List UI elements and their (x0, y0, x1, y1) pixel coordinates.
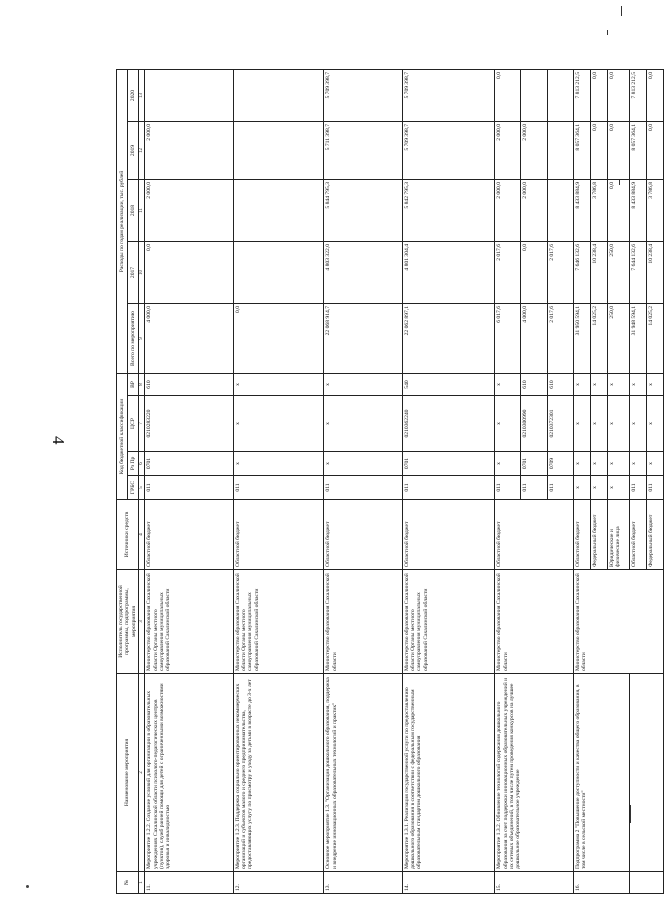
rz-pr-code: х (233, 452, 324, 476)
value-2018: 3 786,8 (590, 180, 607, 242)
vr-code: х (573, 374, 590, 396)
header-no: № (117, 872, 139, 894)
total-value: 2 017,6 (547, 304, 573, 374)
rz-pr-code: 0701 (521, 452, 547, 476)
total-value: 250,0 (607, 304, 629, 374)
csr-code: х (573, 396, 590, 452)
value-2019: 8 057 364,1 (573, 122, 590, 180)
measure-name: Мероприятие 1.3.1. Реализация государственной услуги по предоставлению дошкольного образования в соответствии с федеральным государственным образовательным стандартом дошкольного образования (402, 674, 495, 872)
grbs-code: 011 (521, 476, 547, 500)
value-2017 (233, 242, 324, 304)
value-2019 (547, 122, 573, 180)
index-cell: 5 (138, 476, 145, 500)
page-number: 4 (49, 436, 68, 445)
vr-code: 610 (145, 374, 233, 396)
total-value: 6 017,6 (495, 304, 521, 374)
expense-table (116, 69, 664, 894)
executor: Министерство образования Сахалинской области Органы местного самоуправления муниципальных образований Сахалинской области (402, 570, 495, 674)
grbs-code: 011 (233, 476, 324, 500)
value-2017: 0,0 (145, 242, 233, 304)
value-2017: 7 644 132,6 (630, 242, 647, 304)
vr-code: х (324, 374, 402, 396)
value-2018: 5 844 795,3 (324, 180, 402, 242)
source: Областной бюджет (324, 500, 402, 570)
header-total: Всего по мероприятию (127, 304, 138, 374)
value-2019: 0,0 (607, 122, 629, 180)
table-row (145, 69, 233, 893)
source: Областной бюджет (630, 500, 647, 570)
csr-code: х (233, 396, 324, 452)
value-2020: 0,0 (590, 69, 607, 121)
csr-code: х (647, 396, 664, 452)
row-number: 12. (233, 872, 324, 894)
csr-code: х (495, 396, 521, 452)
index-cell: 9 (138, 304, 145, 374)
value-2020 (521, 69, 547, 121)
scan-mark (607, 30, 608, 35)
rz-pr-code: х (647, 452, 664, 476)
total-value: 4 000,0 (521, 304, 547, 374)
vr-code: х (647, 374, 664, 396)
value-2017: 7 646 132,6 (573, 242, 590, 304)
table-row (573, 69, 590, 893)
measure-name-blank (630, 674, 664, 872)
total-value: 22 062 897,1 (402, 304, 495, 374)
grbs-code: х (573, 476, 590, 500)
measure-name: Мероприятие 1.2.3. Поддержка социально ориентированных некоммерческих организаций и субъектов малого и среднего предпринимательства, предоставляющих услугу по присмотру и уходу за детьми в возрасте до 3-х лет (233, 674, 324, 872)
grbs-code: 011 (324, 476, 402, 500)
index-cell: 10 (138, 242, 145, 304)
value-2019: 2 000,0 (145, 122, 233, 180)
vr-code: х (495, 374, 521, 396)
source: Областной бюджет (573, 500, 590, 570)
grbs-code: х (590, 476, 607, 500)
header-expenses: Расходы по годам реализации, тыс. рублей (117, 69, 128, 373)
value-2018: 3 786,8 (647, 180, 664, 242)
csr-code: 0210283220 (145, 396, 233, 452)
scan-mark (26, 885, 29, 888)
measure-name: Основное мероприятие 1.3. "Организация дошкольного образования, поддержка и внедрение инновационных образовательных технологий и практик" (324, 674, 402, 872)
index-cell: 2 (138, 674, 145, 872)
value-2018: 8 433 884,9 (630, 180, 647, 242)
value-2019: 2 000,0 (495, 122, 521, 180)
csr-code: х (607, 396, 629, 452)
value-2018: 2 000,0 (521, 180, 547, 242)
index-cell: 8 (138, 374, 145, 396)
value-2018 (547, 180, 573, 242)
value-2017: 4 801 304,4 (402, 242, 495, 304)
rz-pr-code: х (590, 452, 607, 476)
header-budget-code: Код бюджетной классификации (117, 374, 128, 500)
header-2017: 2017 (127, 242, 138, 304)
value-2019: 0,0 (590, 122, 607, 180)
executor: Министерство образования Сахалинской области Органы местного самоуправления муниципальных образований Сахалинской области (233, 570, 324, 674)
value-2018: 2 000,0 (495, 180, 521, 242)
row-number: 15. (495, 872, 573, 894)
value-2019: 8 057 364,1 (630, 122, 647, 180)
table-row (324, 69, 402, 893)
row-number: 13. (324, 872, 402, 894)
value-2020 (233, 69, 324, 121)
index-row (138, 69, 145, 893)
grbs-code: х (607, 476, 629, 500)
total-value: 22 068 914,7 (324, 304, 402, 374)
source: Областной бюджет (495, 500, 573, 570)
value-2019 (233, 122, 324, 180)
value-2019: 2 000,0 (521, 122, 547, 180)
header-source: Источники средств (117, 500, 139, 570)
value-2020: 0,0 (607, 69, 629, 121)
grbs-code: 011 (547, 476, 573, 500)
value-2020: 5 709 398,7 (324, 69, 402, 121)
value-2020: 0,0 (495, 69, 521, 121)
executor: Министерство образования Сахалинской области (324, 570, 402, 674)
vr-code: х (590, 374, 607, 396)
vr-code: х (607, 374, 629, 396)
index-cell: 12 (138, 122, 145, 180)
value-2020: 7 813 212,5 (630, 69, 647, 121)
source: Юридические и физические лица (607, 500, 629, 570)
vr-code: х (233, 374, 324, 396)
row-number-blank (630, 872, 664, 894)
measure-name: Подпрограмма 2 "Повышение доступности и качества общего образования, в том числе в сельской местности" (573, 674, 629, 872)
total-value: 31 948 594,1 (630, 304, 647, 374)
value-2018: 2 000,0 (145, 180, 233, 242)
index-cell: 4 (138, 500, 145, 570)
csr-code: 0210300990 (521, 396, 547, 452)
measure-name: Мероприятие 1.2.2. Создание условий для организации в образовательных учреждениях Сахалинской области психолого-педагогических центров (пунктов), служб ранней помощи для детей с ограниченными возможностями здоровья и инвалидностью (145, 674, 233, 872)
vr-code: 610 (547, 374, 573, 396)
value-2017: 10 238,4 (590, 242, 607, 304)
source: Федеральный бюджет (647, 500, 664, 570)
value-2019: 5 709 398,7 (402, 122, 495, 180)
total-value: 14 025,2 (647, 304, 664, 374)
csr-code: х (630, 396, 647, 452)
csr-code: х (590, 396, 607, 452)
grbs-code: 011 (647, 476, 664, 500)
header-executor: Исполнитель государственной программы, подпрограммы, мероприятия (117, 570, 139, 674)
header-2018: 2018 (127, 180, 138, 242)
source: Областной бюджет (402, 500, 495, 570)
value-2018: 5 842 795,3 (402, 180, 495, 242)
total-value: 0,0 (233, 304, 324, 374)
source: Областной бюджет (233, 500, 324, 570)
value-2017: 2 017,6 (547, 242, 573, 304)
executor: Министерство образования Сахалинской области (495, 570, 573, 674)
header-measure-name: Наименование мероприятия (117, 674, 139, 872)
row-number: 14. (402, 872, 495, 894)
value-2017: 2 017,6 (495, 242, 521, 304)
value-2018 (233, 180, 324, 242)
value-2017: 0,0 (521, 242, 547, 304)
total-value: 14 025,2 (590, 304, 607, 374)
rz-pr-code: х (630, 452, 647, 476)
header-vr: ВР (127, 374, 138, 396)
executor: Министерство образования Сахалинской области (573, 570, 664, 674)
index-cell: 7 (138, 396, 145, 452)
row-number: 11. (145, 872, 233, 894)
table-row (630, 69, 647, 893)
scan-mark (621, 6, 622, 16)
index-cell: 3 (138, 570, 145, 674)
rz-pr-code: х (324, 452, 402, 476)
grbs-code: 011 (630, 476, 647, 500)
vr-code: х (630, 374, 647, 396)
table-row (402, 69, 495, 893)
source: Федеральный бюджет (590, 500, 607, 570)
rz-pr-code: 0709 (547, 452, 573, 476)
total-value: 31 950 594,1 (573, 304, 590, 374)
value-2017: 250,0 (607, 242, 629, 304)
value-2018: 0,0 (607, 180, 629, 242)
table-row (233, 69, 324, 893)
header-grbs: ГРБС (127, 476, 138, 500)
vr-code: 540 (402, 374, 495, 396)
csr-code: 0210372301 (547, 396, 573, 452)
vr-code: 610 (521, 374, 547, 396)
grbs-code: 011 (402, 476, 495, 500)
value-2018: 8 433 884,9 (573, 180, 590, 242)
row-number: 16. (573, 872, 629, 894)
header-rz-pr: Рз Пр (127, 452, 138, 476)
grbs-code: 011 (495, 476, 521, 500)
index-cell: 6 (138, 452, 145, 476)
value-2019: 5 711 398,7 (324, 122, 402, 180)
rz-pr-code: 0701 (145, 452, 233, 476)
value-2017: 4 803 322,0 (324, 242, 402, 304)
source: Областной бюджет (145, 500, 233, 570)
measure-name: Мероприятие 1.3.2. Обновление технологий содержания дошкольного образования за счет поддержки инновационных образовательных учреждений и их сетевых объединений, в том числе путем проведения конкурсов на лучшее дошкольное образовательное учреждение (495, 674, 573, 872)
header-2020: 2020 (127, 69, 138, 121)
rz-pr-code: х (573, 452, 590, 476)
value-2017: 10 238,4 (647, 242, 664, 304)
header-2019: 2019 (127, 122, 138, 180)
csr-code: 0210362240 (402, 396, 495, 452)
value-2020: 7 813 212,5 (573, 69, 590, 121)
value-2020 (145, 69, 233, 121)
csr-code: х (324, 396, 402, 452)
header-row (117, 69, 128, 893)
rz-pr-code: х (495, 452, 521, 476)
rz-pr-code: х (607, 452, 629, 476)
index-cell: 11 (138, 180, 145, 242)
total-value: 4 000,0 (145, 304, 233, 374)
executor: Министерство образования Сахалинской области Органы местного самоуправления муниципальных образований Сахалинской области (145, 570, 233, 674)
index-cell: 13 (138, 69, 145, 121)
rz-pr-code: 0701 (402, 452, 495, 476)
grbs-code: 011 (145, 476, 233, 500)
header-csr: ЦСР (127, 396, 138, 452)
index-cell: 1 (138, 872, 145, 894)
value-2020: 0,0 (647, 69, 664, 121)
value-2020: 5 709 398,7 (402, 69, 495, 121)
value-2019: 0,0 (647, 122, 664, 180)
value-2020 (547, 69, 573, 121)
table-row (495, 69, 521, 893)
